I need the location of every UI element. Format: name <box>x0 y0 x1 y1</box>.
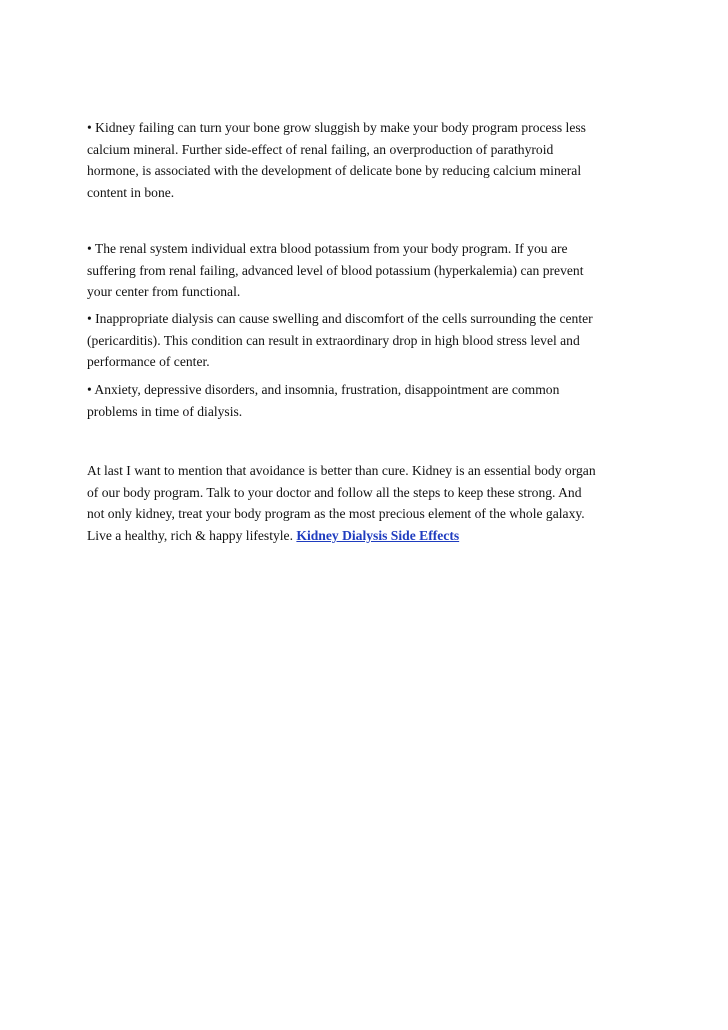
paragraph-anxiety: • Anxiety, depressive disorders, and insomnia, frustration, disappointment are common problems in time of dialysis. <box>87 382 560 419</box>
paragraph-potassium: • The renal system individual extra blood potassium from your body program. If you are suffering from renal failing, advanced level of blood potassium (hyperkalemia) can prevent your center from functional. <box>87 241 584 300</box>
paragraph-pericarditis: • Inappropriate dialysis can cause swelling and discomfort of the cells surrounding the center (pericarditis). This condition can result in extraordinary drop in high blood stress level and performance of center. <box>87 311 593 370</box>
kidney-dialysis-side-effects-link[interactable]: Kidney Dialysis Side Effects <box>296 527 460 543</box>
paragraph-conclusion <box>87 460 647 546</box>
paragraph-bone-weakness: • Kidney failing can turn your bone grow sluggish by make your body program process less calcium mineral. Further side-effect of renal failing, an overproduction of parathyroid hormone, is associated with the development of delicate bone by reducing calcium mineral content in bone. <box>87 120 586 200</box>
conclusion-text: At last I want to mention that avoidance is better than cure. Kidney is an essential body organ of our body program. Talk to your doctor and follow all the steps to keep these strong. And not only kidney, treat your body program as the most precious element of the whole galaxy. Live a healthy, rich & happy lifestyle. <box>87 463 596 543</box>
